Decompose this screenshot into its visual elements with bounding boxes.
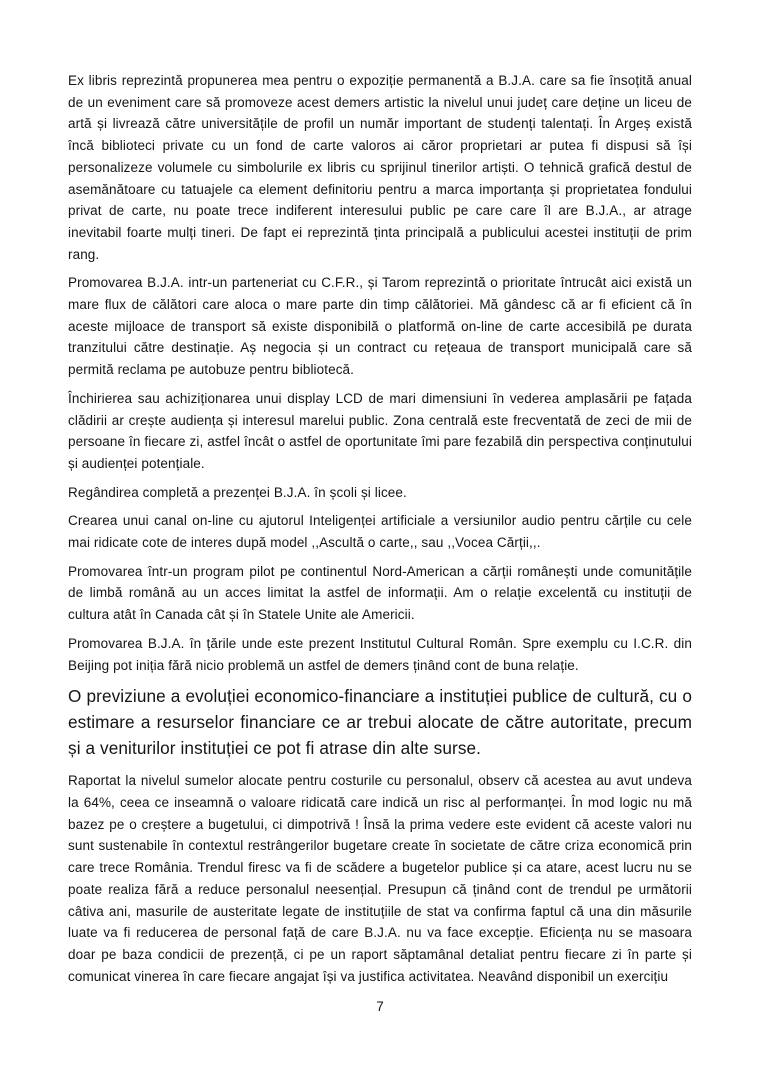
paragraph-cfr-tarom: Promovarea B.J.A. intr-un parteneriat cu C.F.R., și Tarom reprezintă o prioritate întrucât aici există un mare flux de călători care aloca o mare parte din timp călătoriei. Mă gândesc că ar fi eficient că în aceste mijloace de transport să existe disponibilă o platformă on-line de carte accesibilă pe durata tranzitului către destinație. Aș negocia și un contract cu rețeaua de transport municipală care să permită reclama pe autobuze pentru bibliotecă. [68,275,692,378]
paragraph-lcd-display: Închirierea sau achiziționarea unui display LCD de mari dimensiuni în vederea amplasării pe fațada clădirii ar crește audiența și interesul marelui public. Zona centrală este frecventată de zeci de mii de persoane în fiecare zi, astfel încât o astfel de oportunitate îmi pare fezabilă din perspectiva conținutului și audienței potențiale. [68,390,692,471]
paragraph-ex-libris: Ex libris reprezintă propunerea mea pentru o expoziție permanentă a B.J.A. care sa fie însoțită anual de un eveniment care să promoveze acest demers artistic la nivelul unui județ care deține un liceu de artă și livrează către universitățile de profil un număr important de studenți talentați. În Argeș există încă biblioteci private cu un fond de carte valoros ai căror proprietari ar putea fi dispusi să își personalizeze volumele cu simbolurile ex libris cu sprijinul tinerilor artiști. O tehnică grafică destul de asemănătoare cu tatuajele ca element definitoriu pentru a marca importanța și proprietatea fondului privat de carte, nu poate trece indiferent interesului public pe care care îl are B.J.A., ar atrage inevitabil foarte mulți tineri. De fapt ei reprezintă ținta principală a publicului acestei instituții de prim rang. [68,73,692,262]
paragraph-canal-online: Crearea unui canal on-line cu ajutorul Inteligenței artificiale a versiunilor audio pentru cărțile cu cele mai ridicate cote de interes după model ,,Ascultă o carte,, sau ,,Vocea Cărții,,. [68,513,692,551]
paragraph-raportat-personal: Raportat la nivelul sumelor alocate pentru costurile cu personalul, observ că acestea au avut undeva la 64%, ceea ce inseamnă o valoare ridicată care indică un risc al performanței. În mod logic nu mă bazez pe o creștere a bugetului, ci dimpotrivă ! Însă la prima vedere este evident că aceste valori nu sunt sustenabile în contextul restrângerilor bugetare create în societate de către criza economică prin care trece România. Trendul firesc va fi de scădere a bugetelor publice și ca atare, acest lucru nu se poate realiza fără a reduce personalul neesențial. Presupun că ținând cont de trendul pe următorii câtiva ani, masurile de austeritate legate de instituțiile de stat va confirma faptul că una din măsurile luate va fi reducerea de personal față de care B.J.A. nu va face excepție. Eficiența nu se masoara doar pe baza condicii de prezență, ci pe un raport săptamânal detaliat pentru fiecare zi în parte și comunicat vinerea în care fiecare angajat își va justifica activitatea. Neavând disponibil un exercițiu [68,773,692,984]
section-heading-previziune: O previziune a evoluției economico-financiare a instituției publice de cultură, cu o estimare a resurselor financiare ce ar trebui alocate de către autoritate, precum și a veniturilor instituției ce pot fi atrase din alte surse. [68,686,692,759]
page-number: 7 [376,999,384,1014]
paragraph-icr: Promovarea B.J.A. în țările unde este prezent Institutul Cultural Român. Spre exemplu cu I.C.R. din Beijing pot iniția fără nicio problemă un astfel de demers ținând cont de buna relație. [68,635,692,673]
paragraph-scoli-licee: Regândirea completă a prezenței B.J.A. în școli și licee. [68,484,407,500]
paragraph-nord-american: Promovarea într-un program pilot pe continentul Nord-American a cărții românești unde comunitățile de limbă română au un acces limitat la astfel de informații. Am o relație excelentă cu instituții de cultura atât în Canada cât și în Statele Unite ale Americii. [68,563,692,623]
